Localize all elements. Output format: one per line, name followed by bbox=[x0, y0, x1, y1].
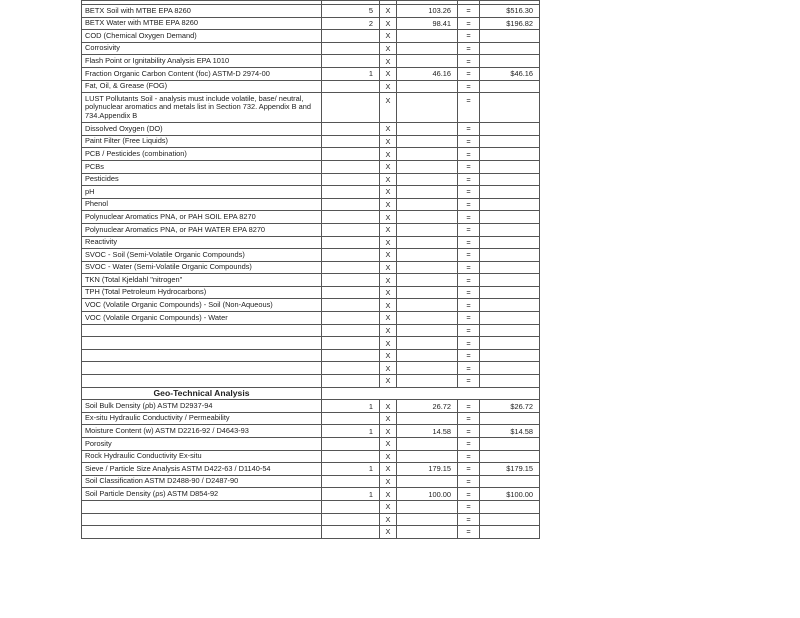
analysis-name-cell bbox=[82, 375, 322, 388]
quantity-cell bbox=[322, 450, 380, 463]
analysis-name-cell: Soil Particle Density (ρs) ASTM D854-92 bbox=[82, 488, 322, 501]
unit-price-cell bbox=[397, 148, 458, 161]
multiply-sign-cell: X bbox=[380, 148, 397, 161]
unit-price-cell bbox=[397, 42, 458, 55]
analysis-cost-table bbox=[81, 0, 540, 539]
equals-sign-cell: = bbox=[458, 463, 480, 476]
unit-price-cell bbox=[397, 30, 458, 43]
line-total-cell bbox=[480, 337, 540, 350]
quantity-cell bbox=[322, 337, 380, 350]
unit-price-cell bbox=[397, 93, 458, 123]
unit-price-cell bbox=[397, 236, 458, 249]
table-row bbox=[82, 223, 540, 236]
multiply-sign-cell: X bbox=[380, 362, 397, 375]
unit-price-cell: 179.15 bbox=[397, 463, 458, 476]
multiply-sign-cell: X bbox=[380, 274, 397, 287]
multiply-sign-cell: X bbox=[380, 513, 397, 526]
table-row bbox=[82, 312, 540, 325]
line-total-cell bbox=[480, 274, 540, 287]
quantity-cell bbox=[322, 249, 380, 262]
multiply-sign-cell: X bbox=[380, 375, 397, 388]
multiply-sign-cell: X bbox=[380, 412, 397, 425]
line-total-cell bbox=[480, 123, 540, 136]
multiply-sign-cell: X bbox=[380, 223, 397, 236]
table-row bbox=[82, 30, 540, 43]
quantity-cell: 5 bbox=[322, 5, 380, 18]
line-total-cell: $26.72 bbox=[480, 400, 540, 413]
equals-sign-cell: = bbox=[458, 312, 480, 325]
line-total-cell bbox=[480, 93, 540, 123]
equals-sign-cell: = bbox=[458, 438, 480, 451]
multiply-sign-cell: X bbox=[380, 160, 397, 173]
multiply-sign-cell: X bbox=[380, 173, 397, 186]
line-total-cell bbox=[480, 475, 540, 488]
analysis-name-cell: PCBs bbox=[82, 160, 322, 173]
table-row bbox=[82, 148, 540, 161]
line-total-cell bbox=[480, 513, 540, 526]
table-row bbox=[82, 526, 540, 539]
analysis-name-cell: Paint Filter (Free Liquids) bbox=[82, 135, 322, 148]
section-header-row bbox=[82, 387, 540, 400]
equals-sign-cell: = bbox=[458, 123, 480, 136]
analysis-name-cell: Phenol bbox=[82, 198, 322, 211]
table-row bbox=[82, 249, 540, 262]
analysis-name-cell bbox=[82, 362, 322, 375]
quantity-cell bbox=[322, 198, 380, 211]
line-total-cell bbox=[480, 198, 540, 211]
table-row bbox=[82, 211, 540, 224]
quantity-cell bbox=[322, 148, 380, 161]
equals-sign-cell: = bbox=[458, 488, 480, 501]
multiply-sign-cell: X bbox=[380, 261, 397, 274]
analysis-name-cell: Pesticides bbox=[82, 173, 322, 186]
multiply-sign-cell: X bbox=[380, 236, 397, 249]
multiply-sign-cell: X bbox=[380, 5, 397, 18]
line-total-cell bbox=[480, 362, 540, 375]
unit-price-cell bbox=[397, 475, 458, 488]
line-total-cell bbox=[480, 223, 540, 236]
analysis-name-cell: BETX Soil with MTBE EPA 8260 bbox=[82, 5, 322, 18]
quantity-cell bbox=[322, 42, 380, 55]
unit-price-cell bbox=[397, 173, 458, 186]
multiply-sign-cell: X bbox=[380, 463, 397, 476]
quantity-cell bbox=[322, 362, 380, 375]
line-total-cell bbox=[480, 249, 540, 262]
quantity-cell bbox=[322, 135, 380, 148]
multiply-sign-cell: X bbox=[380, 475, 397, 488]
quantity-cell: 1 bbox=[322, 400, 380, 413]
equals-sign-cell: = bbox=[458, 148, 480, 161]
quantity-cell bbox=[322, 123, 380, 136]
unit-price-cell bbox=[397, 274, 458, 287]
equals-sign-cell: = bbox=[458, 526, 480, 539]
quantity-cell bbox=[322, 55, 380, 68]
multiply-sign-cell: X bbox=[380, 526, 397, 539]
multiply-sign-cell: X bbox=[380, 337, 397, 350]
quantity-cell bbox=[322, 412, 380, 425]
analysis-name-cell: VOC (Volatile Organic Compounds) - Water bbox=[82, 312, 322, 325]
multiply-sign-cell: X bbox=[380, 450, 397, 463]
analysis-name-cell: COD (Chemical Oxygen Demand) bbox=[82, 30, 322, 43]
line-total-cell bbox=[480, 526, 540, 539]
multiply-sign-cell: X bbox=[380, 67, 397, 80]
quantity-cell bbox=[322, 526, 380, 539]
quantity-cell bbox=[322, 93, 380, 123]
unit-price-cell bbox=[397, 160, 458, 173]
quantity-cell bbox=[322, 438, 380, 451]
table-row bbox=[82, 55, 540, 68]
table-row bbox=[82, 425, 540, 438]
multiply-sign-cell: X bbox=[380, 198, 397, 211]
equals-sign-cell: = bbox=[458, 186, 480, 199]
table-row bbox=[82, 80, 540, 93]
quantity-cell bbox=[322, 261, 380, 274]
analysis-name-cell: Soil Classification ASTM D2488-90 / D2487-90 bbox=[82, 475, 322, 488]
table-row bbox=[82, 450, 540, 463]
analysis-name-cell: pH bbox=[82, 186, 322, 199]
equals-sign-cell: = bbox=[458, 274, 480, 287]
line-total-cell bbox=[480, 375, 540, 388]
equals-sign-cell: = bbox=[458, 67, 480, 80]
geo-technical-rows bbox=[82, 387, 540, 538]
line-total-cell bbox=[480, 286, 540, 299]
table-row bbox=[82, 67, 540, 80]
quantity-cell bbox=[322, 475, 380, 488]
line-total-cell bbox=[480, 160, 540, 173]
table-row bbox=[82, 349, 540, 362]
unit-price-cell bbox=[397, 249, 458, 262]
analysis-name-cell bbox=[82, 526, 322, 539]
quantity-cell bbox=[322, 324, 380, 337]
unit-price-cell bbox=[397, 223, 458, 236]
table-row bbox=[82, 337, 540, 350]
analysis-name-cell: Moisture Content (w) ASTM D2216-92 / D4643-93 bbox=[82, 425, 322, 438]
line-total-cell bbox=[480, 450, 540, 463]
table-row bbox=[82, 160, 540, 173]
multiply-sign-cell: X bbox=[380, 286, 397, 299]
table-row bbox=[82, 362, 540, 375]
analysis-name-cell: BETX Water with MTBE EPA 8260 bbox=[82, 17, 322, 30]
quantity-cell bbox=[322, 30, 380, 43]
equals-sign-cell: = bbox=[458, 412, 480, 425]
equals-sign-cell: = bbox=[458, 17, 480, 30]
unit-price-cell bbox=[397, 261, 458, 274]
quantity-cell bbox=[322, 223, 380, 236]
table-row bbox=[82, 198, 540, 211]
table-row bbox=[82, 475, 540, 488]
line-total-cell bbox=[480, 135, 540, 148]
line-total-cell bbox=[480, 412, 540, 425]
table-row bbox=[82, 274, 540, 287]
equals-sign-cell: = bbox=[458, 173, 480, 186]
unit-price-cell bbox=[397, 513, 458, 526]
quantity-cell bbox=[322, 80, 380, 93]
line-total-cell bbox=[480, 500, 540, 513]
table-row bbox=[82, 286, 540, 299]
line-total-cell bbox=[480, 236, 540, 249]
multiply-sign-cell: X bbox=[380, 438, 397, 451]
unit-price-cell bbox=[397, 312, 458, 325]
analysis-name-cell: Flash Point or Ignitability Analysis EPA 1010 bbox=[82, 55, 322, 68]
line-total-cell bbox=[480, 42, 540, 55]
quantity-cell bbox=[322, 236, 380, 249]
equals-sign-cell: = bbox=[458, 198, 480, 211]
section-header-spacer bbox=[322, 387, 540, 400]
quantity-cell bbox=[322, 349, 380, 362]
analysis-name-cell: Corrosivity bbox=[82, 42, 322, 55]
equals-sign-cell: = bbox=[458, 261, 480, 274]
line-total-cell bbox=[480, 30, 540, 43]
table-row bbox=[82, 488, 540, 501]
analysis-name-cell: Porosity bbox=[82, 438, 322, 451]
table-row bbox=[82, 5, 540, 18]
line-total-cell bbox=[480, 211, 540, 224]
multiply-sign-cell: X bbox=[380, 93, 397, 123]
table-row bbox=[82, 412, 540, 425]
table-row bbox=[82, 123, 540, 136]
equals-sign-cell: = bbox=[458, 400, 480, 413]
analysis-name-cell: TPH (Total Petroleum Hydrocarbons) bbox=[82, 286, 322, 299]
multiply-sign-cell: X bbox=[380, 135, 397, 148]
equals-sign-cell: = bbox=[458, 299, 480, 312]
quantity-cell: 1 bbox=[322, 463, 380, 476]
line-total-cell bbox=[480, 186, 540, 199]
equals-sign-cell: = bbox=[458, 42, 480, 55]
unit-price-cell bbox=[397, 324, 458, 337]
equals-sign-cell: = bbox=[458, 93, 480, 123]
analysis-name-cell bbox=[82, 500, 322, 513]
line-total-cell: $516.30 bbox=[480, 5, 540, 18]
table-row bbox=[82, 42, 540, 55]
unit-price-cell: 98.41 bbox=[397, 17, 458, 30]
unit-price-cell bbox=[397, 349, 458, 362]
analysis-name-cell: PCB / Pesticides (combination) bbox=[82, 148, 322, 161]
equals-sign-cell: = bbox=[458, 337, 480, 350]
analysis-name-cell: Fraction Organic Carbon Content (foc) ASTM-D 2974-00 bbox=[82, 67, 322, 80]
unit-price-cell: 46.16 bbox=[397, 67, 458, 80]
table-row bbox=[82, 324, 540, 337]
multiply-sign-cell: X bbox=[380, 211, 397, 224]
unit-price-cell bbox=[397, 286, 458, 299]
quantity-cell: 2 bbox=[322, 17, 380, 30]
unit-price-cell bbox=[397, 135, 458, 148]
quantity-cell bbox=[322, 513, 380, 526]
line-total-cell bbox=[480, 312, 540, 325]
multiply-sign-cell: X bbox=[380, 30, 397, 43]
multiply-sign-cell: X bbox=[380, 123, 397, 136]
analysis-rows bbox=[82, 1, 540, 388]
quantity-cell bbox=[322, 375, 380, 388]
line-total-cell: $14.58 bbox=[480, 425, 540, 438]
unit-price-cell bbox=[397, 80, 458, 93]
equals-sign-cell: = bbox=[458, 135, 480, 148]
multiply-sign-cell: X bbox=[380, 324, 397, 337]
analysis-name-cell bbox=[82, 324, 322, 337]
table-row bbox=[82, 93, 540, 123]
equals-sign-cell: = bbox=[458, 450, 480, 463]
equals-sign-cell: = bbox=[458, 211, 480, 224]
table-row bbox=[82, 236, 540, 249]
line-total-cell: $100.00 bbox=[480, 488, 540, 501]
unit-price-cell bbox=[397, 526, 458, 539]
equals-sign-cell: = bbox=[458, 500, 480, 513]
table-row bbox=[82, 173, 540, 186]
multiply-sign-cell: X bbox=[380, 249, 397, 262]
analysis-name-cell bbox=[82, 349, 322, 362]
multiply-sign-cell: X bbox=[380, 488, 397, 501]
unit-price-cell bbox=[397, 438, 458, 451]
table-row bbox=[82, 400, 540, 413]
quantity-cell bbox=[322, 274, 380, 287]
equals-sign-cell: = bbox=[458, 324, 480, 337]
unit-price-cell bbox=[397, 186, 458, 199]
line-total-cell bbox=[480, 148, 540, 161]
multiply-sign-cell: X bbox=[380, 312, 397, 325]
analysis-name-cell: SVOC - Soil (Semi-Volatile Organic Compounds) bbox=[82, 249, 322, 262]
quantity-cell: 1 bbox=[322, 488, 380, 501]
quantity-cell bbox=[322, 160, 380, 173]
analysis-name-cell: Sieve / Particle Size Analysis ASTM D422-63 / D1140-54 bbox=[82, 463, 322, 476]
analysis-name-cell: Rock Hydraulic Conductivity Ex-situ bbox=[82, 450, 322, 463]
quantity-cell: 1 bbox=[322, 425, 380, 438]
unit-price-cell: 14.58 bbox=[397, 425, 458, 438]
quantity-cell bbox=[322, 211, 380, 224]
analysis-name-cell bbox=[82, 337, 322, 350]
unit-price-cell bbox=[397, 337, 458, 350]
analysis-name-cell: Polynuclear Aromatics PNA, or PAH SOIL EPA 8270 bbox=[82, 211, 322, 224]
analysis-name-cell bbox=[82, 513, 322, 526]
analysis-name-cell: TKN (Total Kjeldahl "nitrogen" bbox=[82, 274, 322, 287]
table-row bbox=[82, 135, 540, 148]
analysis-name-cell: Dissolved Oxygen (DO) bbox=[82, 123, 322, 136]
multiply-sign-cell: X bbox=[380, 299, 397, 312]
analysis-name-cell: Ex-situ Hydraulic Conductivity / Permeability bbox=[82, 412, 322, 425]
multiply-sign-cell: X bbox=[380, 42, 397, 55]
table-row bbox=[82, 500, 540, 513]
equals-sign-cell: = bbox=[458, 475, 480, 488]
unit-price-cell bbox=[397, 198, 458, 211]
quantity-cell bbox=[322, 173, 380, 186]
equals-sign-cell: = bbox=[458, 249, 480, 262]
line-total-cell bbox=[480, 349, 540, 362]
section-title: Geo-Technical Analysis bbox=[82, 387, 322, 400]
analysis-name-cell: Polynuclear Aromatics PNA, or PAH WATER EPA 8270 bbox=[82, 223, 322, 236]
multiply-sign-cell: X bbox=[380, 349, 397, 362]
quantity-cell bbox=[322, 286, 380, 299]
quantity-cell: 1 bbox=[322, 67, 380, 80]
multiply-sign-cell: X bbox=[380, 425, 397, 438]
unit-price-cell bbox=[397, 211, 458, 224]
table-row bbox=[82, 17, 540, 30]
table-row bbox=[82, 299, 540, 312]
equals-sign-cell: = bbox=[458, 362, 480, 375]
equals-sign-cell: = bbox=[458, 80, 480, 93]
equals-sign-cell: = bbox=[458, 55, 480, 68]
analysis-name-cell: VOC (Volatile Organic Compounds) - Soil (Non-Aqueous) bbox=[82, 299, 322, 312]
quantity-cell bbox=[322, 500, 380, 513]
line-total-cell: $46.16 bbox=[480, 67, 540, 80]
analysis-name-cell: Reactivity bbox=[82, 236, 322, 249]
equals-sign-cell: = bbox=[458, 30, 480, 43]
table-row bbox=[82, 186, 540, 199]
quantity-cell bbox=[322, 299, 380, 312]
multiply-sign-cell: X bbox=[380, 55, 397, 68]
analysis-name-cell: Fat, Oil, & Grease (FOG) bbox=[82, 80, 322, 93]
unit-price-cell: 103.26 bbox=[397, 5, 458, 18]
multiply-sign-cell: X bbox=[380, 17, 397, 30]
equals-sign-cell: = bbox=[458, 160, 480, 173]
quantity-cell bbox=[322, 312, 380, 325]
line-total-cell bbox=[480, 261, 540, 274]
line-total-cell bbox=[480, 55, 540, 68]
line-total-cell bbox=[480, 324, 540, 337]
equals-sign-cell: = bbox=[458, 349, 480, 362]
line-total-cell bbox=[480, 80, 540, 93]
unit-price-cell bbox=[397, 123, 458, 136]
line-total-cell: $179.15 bbox=[480, 463, 540, 476]
unit-price-cell bbox=[397, 362, 458, 375]
equals-sign-cell: = bbox=[458, 286, 480, 299]
analysis-name-cell: Soil Bulk Density (ρb) ASTM D2937-94 bbox=[82, 400, 322, 413]
equals-sign-cell: = bbox=[458, 223, 480, 236]
unit-price-cell: 26.72 bbox=[397, 400, 458, 413]
table-row bbox=[82, 375, 540, 388]
table-row bbox=[82, 463, 540, 476]
analysis-name-cell: SVOC - Water (Semi-Volatile Organic Compounds) bbox=[82, 261, 322, 274]
quantity-cell bbox=[322, 186, 380, 199]
line-total-cell: $196.82 bbox=[480, 17, 540, 30]
line-total-cell bbox=[480, 438, 540, 451]
line-total-cell bbox=[480, 299, 540, 312]
unit-price-cell bbox=[397, 450, 458, 463]
equals-sign-cell: = bbox=[458, 5, 480, 18]
analysis-name-cell: LUST Pollutants Soil - analysis must include volatile, base/ neutral, polynuclear aromatics and metals list in Section 732. Appendix B and 734.Appendix B bbox=[82, 93, 322, 123]
multiply-sign-cell: X bbox=[380, 500, 397, 513]
equals-sign-cell: = bbox=[458, 375, 480, 388]
unit-price-cell bbox=[397, 500, 458, 513]
multiply-sign-cell: X bbox=[380, 400, 397, 413]
unit-price-cell bbox=[397, 299, 458, 312]
line-total-cell bbox=[480, 173, 540, 186]
multiply-sign-cell: X bbox=[380, 80, 397, 93]
equals-sign-cell: = bbox=[458, 236, 480, 249]
multiply-sign-cell: X bbox=[380, 186, 397, 199]
unit-price-cell bbox=[397, 412, 458, 425]
unit-price-cell bbox=[397, 375, 458, 388]
unit-price-cell bbox=[397, 55, 458, 68]
table-row bbox=[82, 438, 540, 451]
equals-sign-cell: = bbox=[458, 513, 480, 526]
equals-sign-cell: = bbox=[458, 425, 480, 438]
table-row bbox=[82, 513, 540, 526]
table-row bbox=[82, 261, 540, 274]
unit-price-cell: 100.00 bbox=[397, 488, 458, 501]
